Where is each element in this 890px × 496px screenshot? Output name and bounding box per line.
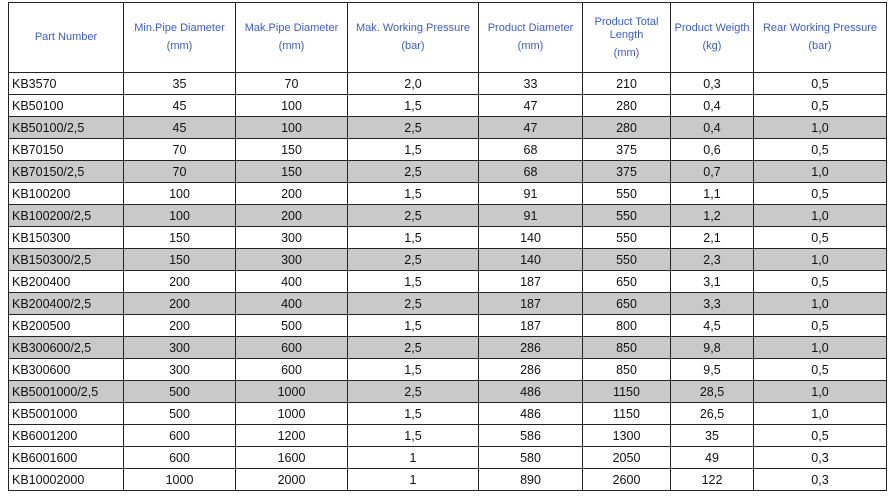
table-cell: 375 <box>583 161 671 183</box>
column-header-unit: (bar) <box>808 40 832 52</box>
table-cell: 1200 <box>236 425 348 447</box>
table-cell: 45 <box>124 95 236 117</box>
table-cell: 70 <box>124 139 236 161</box>
table-cell: 0,5 <box>754 425 887 447</box>
table-cell: 400 <box>236 271 348 293</box>
table-cell: 150 <box>236 161 348 183</box>
table-cell: 2,5 <box>348 117 479 139</box>
table-cell: 580 <box>479 447 583 469</box>
part-number-cell: KB5001000 <box>9 403 124 425</box>
table-cell: 550 <box>583 183 671 205</box>
table-cell: 1 <box>348 469 479 491</box>
part-number-cell: KB100200/2,5 <box>9 205 124 227</box>
table-cell: 1,0 <box>754 293 887 315</box>
column-header-unit: (mm) <box>517 40 544 52</box>
table-cell: 1150 <box>583 403 671 425</box>
table-row <box>9 315 887 337</box>
table-cell: 2,1 <box>671 227 754 249</box>
table-cell: 550 <box>583 227 671 249</box>
part-number-cell: KB50100/2,5 <box>9 117 124 139</box>
table-cell: 1,2 <box>671 205 754 227</box>
table-cell: 26,5 <box>671 403 754 425</box>
table-cell: 0,3 <box>754 469 887 491</box>
table-row <box>9 403 887 425</box>
table-cell: 3,1 <box>671 271 754 293</box>
table-cell: 122 <box>671 469 754 491</box>
table-cell: 2,5 <box>348 293 479 315</box>
column-header <box>348 3 479 73</box>
table-cell: 280 <box>583 117 671 139</box>
table-cell: 0,4 <box>671 95 754 117</box>
table-cell: 9,5 <box>671 359 754 381</box>
column-header <box>583 3 671 73</box>
table-cell: 2600 <box>583 469 671 491</box>
table-cell: 1,5 <box>348 315 479 337</box>
table-cell: 650 <box>583 293 671 315</box>
table-row <box>9 73 887 95</box>
table-cell: 400 <box>236 293 348 315</box>
table-row <box>9 117 887 139</box>
table-cell: 2,5 <box>348 337 479 359</box>
table-cell: 650 <box>583 271 671 293</box>
table-cell: 300 <box>124 359 236 381</box>
column-header <box>236 3 348 73</box>
table-cell: 1000 <box>236 381 348 403</box>
table-cell: 47 <box>479 95 583 117</box>
table-cell: 0,3 <box>671 73 754 95</box>
table-row <box>9 425 887 447</box>
product-spec-table <box>8 2 887 491</box>
table-body <box>9 73 887 491</box>
table-row <box>9 271 887 293</box>
column-header-title: Product Weigth <box>674 22 750 34</box>
table-cell: 210 <box>583 73 671 95</box>
table-cell: 1300 <box>583 425 671 447</box>
table-row <box>9 293 887 315</box>
table-cell: 1,5 <box>348 403 479 425</box>
table-cell: 187 <box>479 271 583 293</box>
part-number-cell: KB70150 <box>9 139 124 161</box>
table-row <box>9 227 887 249</box>
table-cell: 200 <box>236 183 348 205</box>
table-cell: 600 <box>124 425 236 447</box>
table-cell: 1,0 <box>754 117 887 139</box>
column-header-unit: (mm) <box>166 40 193 52</box>
table-cell: 2000 <box>236 469 348 491</box>
table-row <box>9 337 887 359</box>
table-cell: 300 <box>236 249 348 271</box>
table-cell: 300 <box>124 337 236 359</box>
table-cell: 1,0 <box>754 205 887 227</box>
table-cell: 150 <box>236 139 348 161</box>
table-cell: 1,0 <box>754 249 887 271</box>
part-number-cell: KB300600 <box>9 359 124 381</box>
table-cell: 187 <box>479 315 583 337</box>
table-cell: 1,0 <box>754 161 887 183</box>
table-cell: 3,3 <box>671 293 754 315</box>
table-row <box>9 139 887 161</box>
table-cell: 0,7 <box>671 161 754 183</box>
table-row <box>9 359 887 381</box>
table-cell: 1000 <box>124 469 236 491</box>
column-header <box>754 3 887 73</box>
column-header <box>671 3 754 73</box>
table-row <box>9 161 887 183</box>
table-cell: 35 <box>671 425 754 447</box>
table-cell: 200 <box>236 205 348 227</box>
column-header-unit: (bar) <box>401 40 425 52</box>
part-number-cell: KB300600/2,5 <box>9 337 124 359</box>
table-cell: 486 <box>479 381 583 403</box>
table-cell: 200 <box>124 315 236 337</box>
column-header-title: Min.Pipe Diameter <box>134 22 225 34</box>
table-cell: 45 <box>124 117 236 139</box>
table-cell: 0,5 <box>754 315 887 337</box>
table-cell: 100 <box>124 183 236 205</box>
table-cell: 500 <box>124 381 236 403</box>
part-number-cell: KB200400 <box>9 271 124 293</box>
part-number-cell: KB200500 <box>9 315 124 337</box>
table-cell: 100 <box>236 95 348 117</box>
table-cell: 1 <box>348 447 479 469</box>
part-number-cell: KB70150/2,5 <box>9 161 124 183</box>
column-header-unit: (mm) <box>613 46 640 59</box>
table-row <box>9 205 887 227</box>
table-cell: 91 <box>479 205 583 227</box>
table-cell: 0,5 <box>754 183 887 205</box>
header-row <box>9 3 887 73</box>
table-cell: 150 <box>124 249 236 271</box>
column-header-title: Product Diameter <box>487 22 574 34</box>
table-cell: 2,5 <box>348 205 479 227</box>
column-header-title: Mak.Pipe Diameter <box>244 22 339 34</box>
table-cell: 500 <box>236 315 348 337</box>
table-cell: 70 <box>236 73 348 95</box>
table-cell: 0,5 <box>754 139 887 161</box>
table-cell: 0,4 <box>671 117 754 139</box>
table-cell: 600 <box>236 337 348 359</box>
table-cell: 2,0 <box>348 73 479 95</box>
table-cell: 1,0 <box>754 337 887 359</box>
table-cell: 0,5 <box>754 359 887 381</box>
column-header <box>479 3 583 73</box>
table-cell: 1,5 <box>348 227 479 249</box>
table-cell: 33 <box>479 73 583 95</box>
table-cell: 28,5 <box>671 381 754 403</box>
table-cell: 1,5 <box>348 425 479 447</box>
column-header <box>9 3 124 73</box>
table-cell: 1,5 <box>348 271 479 293</box>
table-cell: 140 <box>479 227 583 249</box>
column-header-title: Mak. Working Pressure <box>355 22 471 34</box>
table-cell: 850 <box>583 337 671 359</box>
table-cell: 300 <box>236 227 348 249</box>
table-cell: 140 <box>479 249 583 271</box>
table-cell: 200 <box>124 271 236 293</box>
table-header <box>9 3 887 73</box>
table-cell: 0,5 <box>754 95 887 117</box>
table-cell: 600 <box>236 359 348 381</box>
table-cell: 68 <box>479 139 583 161</box>
table-cell: 550 <box>583 249 671 271</box>
table-cell: 1000 <box>236 403 348 425</box>
table-cell: 486 <box>479 403 583 425</box>
table-cell: 0,3 <box>754 447 887 469</box>
table-cell: 91 <box>479 183 583 205</box>
part-number-cell: KB200400/2,5 <box>9 293 124 315</box>
table-cell: 2,5 <box>348 381 479 403</box>
part-number-cell: KB50100 <box>9 95 124 117</box>
table-cell: 68 <box>479 161 583 183</box>
table-cell: 187 <box>479 293 583 315</box>
part-number-cell: KB5001000/2,5 <box>9 381 124 403</box>
table-cell: 0,5 <box>754 73 887 95</box>
part-number-cell: KB150300 <box>9 227 124 249</box>
column-header-unit: (mm) <box>278 40 305 52</box>
table-cell: 2,5 <box>348 249 479 271</box>
table-cell: 49 <box>671 447 754 469</box>
table-cell: 9,8 <box>671 337 754 359</box>
table-cell: 2,5 <box>348 161 479 183</box>
table-cell: 1,5 <box>348 359 479 381</box>
table-cell: 35 <box>124 73 236 95</box>
part-number-cell: KB3570 <box>9 73 124 95</box>
column-header-unit: (kg) <box>702 40 722 52</box>
table-cell: 47 <box>479 117 583 139</box>
table-cell: 70 <box>124 161 236 183</box>
table-row <box>9 447 887 469</box>
table-cell: 0,5 <box>754 271 887 293</box>
table-cell: 100 <box>236 117 348 139</box>
table-cell: 100 <box>124 205 236 227</box>
table-cell: 850 <box>583 359 671 381</box>
part-number-cell: KB6001200 <box>9 425 124 447</box>
table-cell: 0,5 <box>754 227 887 249</box>
table-cell: 150 <box>124 227 236 249</box>
table-cell: 1600 <box>236 447 348 469</box>
part-number-cell: KB100200 <box>9 183 124 205</box>
table-cell: 1,0 <box>754 381 887 403</box>
table-cell: 586 <box>479 425 583 447</box>
column-header-title: Product Total Length <box>594 15 659 41</box>
table-cell: 1,5 <box>348 183 479 205</box>
column-header <box>124 3 236 73</box>
table-cell: 800 <box>583 315 671 337</box>
table-cell: 280 <box>583 95 671 117</box>
table-cell: 550 <box>583 205 671 227</box>
table-cell: 2050 <box>583 447 671 469</box>
table-row <box>9 95 887 117</box>
part-number-cell: KB150300/2,5 <box>9 249 124 271</box>
table-cell: 286 <box>479 359 583 381</box>
table-cell: 4,5 <box>671 315 754 337</box>
table-row <box>9 183 887 205</box>
table-cell: 1150 <box>583 381 671 403</box>
table-cell: 1,1 <box>671 183 754 205</box>
table-cell: 1,0 <box>754 403 887 425</box>
table-row <box>9 469 887 491</box>
table-cell: 1,5 <box>348 95 479 117</box>
part-number-cell: KB6001600 <box>9 447 124 469</box>
table-row <box>9 249 887 271</box>
table-cell: 500 <box>124 403 236 425</box>
part-number-cell: KB10002000 <box>9 469 124 491</box>
table-cell: 2,3 <box>671 249 754 271</box>
table-cell: 1,5 <box>348 139 479 161</box>
table-cell: 200 <box>124 293 236 315</box>
table-row <box>9 381 887 403</box>
table-cell: 286 <box>479 337 583 359</box>
table-cell: 600 <box>124 447 236 469</box>
table-cell: 0,6 <box>671 139 754 161</box>
table-cell: 375 <box>583 139 671 161</box>
column-header-title: Part Number <box>34 31 98 43</box>
table-cell: 890 <box>479 469 583 491</box>
column-header-title: Rear Working Pressure <box>762 22 878 34</box>
